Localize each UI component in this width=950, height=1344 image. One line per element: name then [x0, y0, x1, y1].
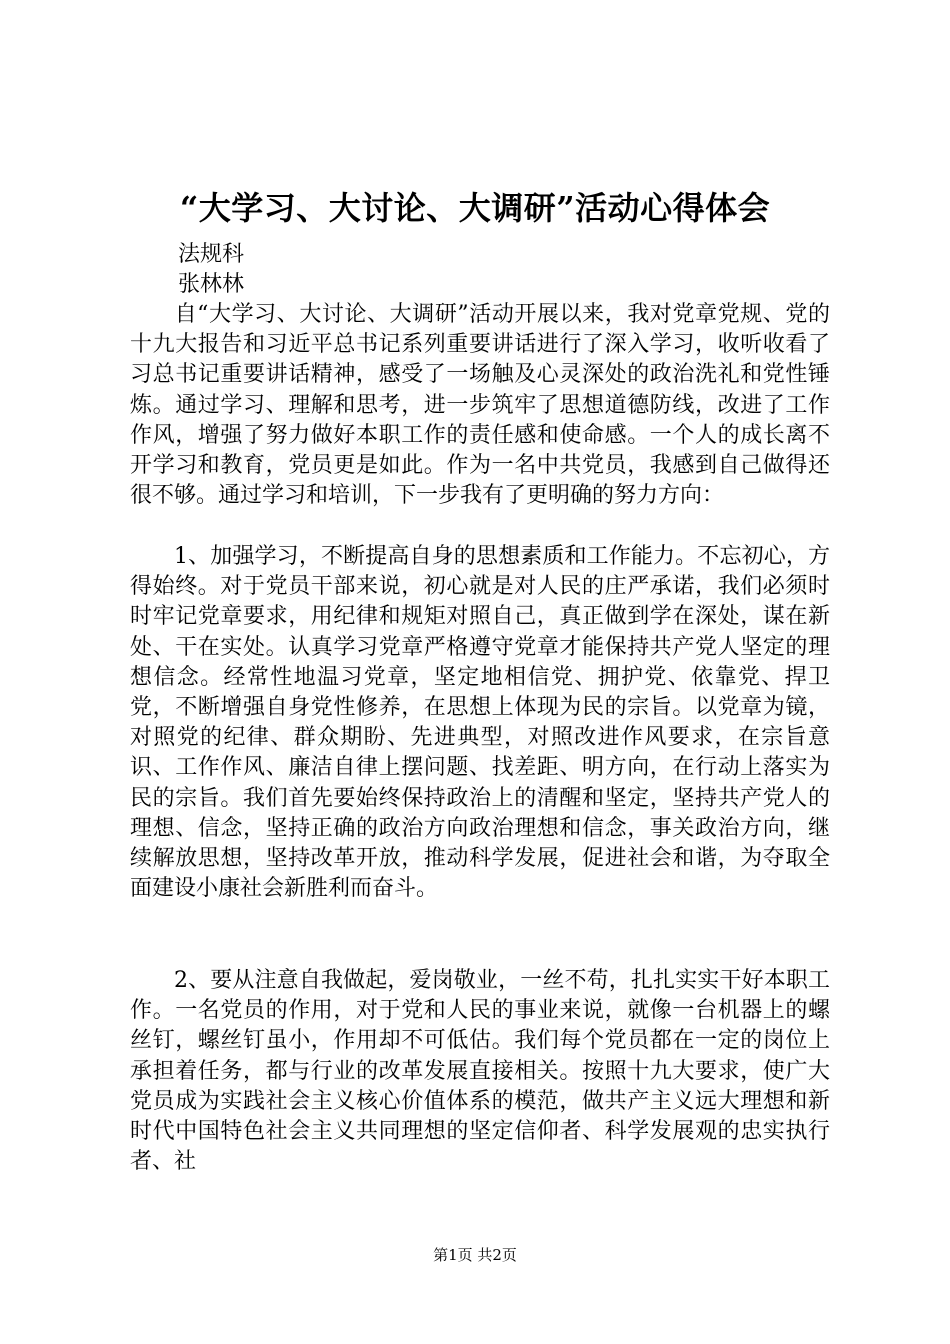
body-paragraph — [130, 300, 830, 511]
paragraph-text: 1、加强学习，不断提高自身的思想素质和工作能力。不忘初心，方得始终。对于党员干部来说，初心就是对人民的庄严承诺，我们必须时时牢记党章要求，用纪律和规矩对照自己，真正做到学在深处，谋在新处、干在实处。认真学习党章严格遵守党章才能保持共产党人坚定的理想信念。经常性地温习党章，坚定地相信党、拥护党、依靠党、捍卫党，不断增强自身党性修养，在思想上体现为民的宗旨。以党章为镜，对照党的纪律、群众期盼、先进典型，对照改进作风要求，在宗旨意识、工作作风、廉洁自律上摆问题、找差距、明方向，在行动上落实为民的宗旨。我们首先要始终保持政治上的清醒和坚定，坚持共产党人的理想、信念，坚持正确的政治方向政治理想和信念，事关政治方向，继续解放思想，坚持改革开放，推动科学发展，促进社会和谐，为夺取全面建设小康社会新胜利而奋斗。 — [130, 544, 830, 902]
paragraph-text: 2、要从注意自我做起，爱岗敬业，一丝不苟，扎扎实实干好本职工作。一名党员的作用，对于党和人民的事业来说，就像一台机器上的螺丝钉，螺丝钉虽小，作用却不可低估。我们每个党员都在一定的岗位上承担着任务，都与行业的改革发展直接相关。按照十九大要求，使广大党员成为实践社会主义核心价值体系的模范，做共产主义远大理想和新时代中国特色社会主义共同理想的坚定信仰者、科学发展观的忠实执行者、社 — [130, 968, 830, 1175]
author-department: 法规科 — [178, 242, 245, 267]
body-paragraph — [130, 542, 830, 904]
page-footer: 第1页 共2页 — [433, 1246, 517, 1264]
body-paragraph — [130, 966, 830, 1177]
author-name: 张林林 — [178, 272, 245, 297]
document-title: “大学习、大讨论、大调研”活动心得体会 — [179, 189, 771, 227]
paragraph-text: 自“大学习、大讨论、大调研”活动开展以来，我对党章党规、党的十九大报告和习近平总书记系列重要讲话进行了深入学习，收听收看了习总书记重要讲话精神，感受了一场触及心灵深处的政治洗礼和党性锤炼。通过学习、理解和思考，进一步筑牢了思想道德防线，改进了工作作风，增强了努力做好本职工作的责任感和使命感。一个人的成长离不开学习和教育，党员更是如此。作为一名中共党员，我感到自己做得还很不够。通过学习和培训，下一步我有了更明确的努力方向： — [130, 302, 830, 509]
